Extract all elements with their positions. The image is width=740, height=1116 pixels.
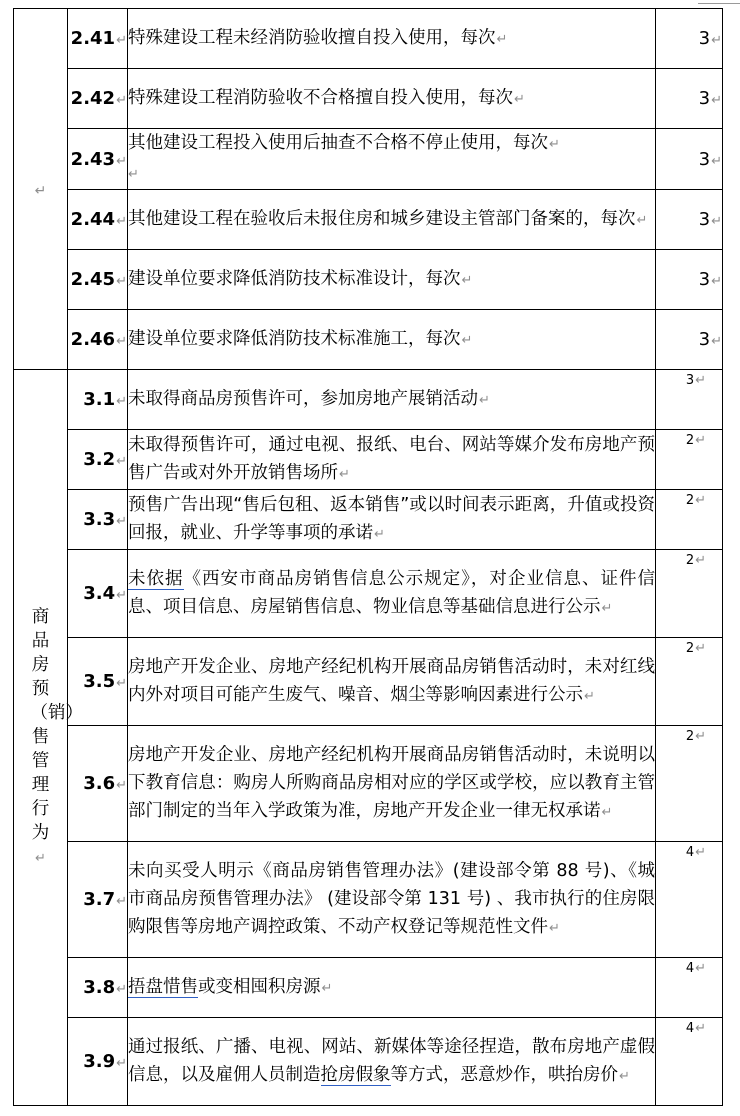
- item-score: 2↵: [656, 490, 723, 550]
- table-row: [14, 129, 723, 190]
- paragraph-mark-icon: ↵: [116, 454, 127, 469]
- table-row: [14, 726, 723, 842]
- paragraph-mark-icon: ↵: [695, 493, 706, 508]
- paragraph-mark-icon: ↵: [695, 553, 706, 568]
- paragraph-mark-icon: ↵: [479, 392, 490, 408]
- item-score: 3↵: [656, 310, 723, 370]
- paragraph-mark-icon: ↵: [339, 466, 350, 482]
- paragraph-mark-icon: ↵: [496, 31, 508, 47]
- paragraph-mark-icon: ↵: [116, 676, 127, 691]
- paragraph-mark-icon: ↵: [116, 334, 127, 349]
- paragraph-mark-icon: ↵: [695, 729, 706, 744]
- paragraph-mark-icon: ↵: [601, 804, 613, 820]
- paragraph-mark-icon: ↵: [116, 153, 127, 169]
- paragraph-mark-icon: ↵: [116, 588, 127, 603]
- item-description: 房地产开发企业、房地产经纪机构开展商品房销售活动时，未对红线内外对项目可能产生废气、噪音、烟尘等影响因素进行公示↵: [128, 638, 656, 726]
- table-row: [14, 370, 723, 430]
- penalty-table: [13, 8, 723, 1106]
- item-description: 其他建设工程在验收后未报住房和城乡建设主管部门备案的，每次↵: [128, 190, 656, 250]
- item-number: 3.2↵: [68, 430, 128, 490]
- table-row: [14, 958, 723, 1018]
- paragraph-mark-icon: ↵: [116, 778, 127, 793]
- item-description: 未取得商品房预售许可，参加房地产展销活动↵: [128, 370, 656, 430]
- item-description: 未取得预售许可，通过电视、报纸、电台、网站等媒介发布房地产预售广告或对外开放销售场所↵: [128, 430, 656, 490]
- item-description: 建设单位要求降低消防技术标准施工，每次↵: [128, 310, 656, 370]
- table-row: [14, 490, 723, 550]
- paragraph-mark-icon: ↵: [601, 600, 613, 616]
- paragraph-mark-icon: ↵: [695, 1021, 706, 1036]
- paragraph-mark-icon: ↵: [461, 332, 473, 348]
- table-row: [14, 9, 723, 69]
- item-score: 4↵: [656, 958, 723, 1018]
- item-number: 2.44↵: [68, 190, 128, 250]
- item-number: 2.43↵: [68, 129, 128, 190]
- item-number: 3.3↵: [68, 490, 128, 550]
- paragraph-mark-icon: ↵: [116, 93, 127, 108]
- item-score: 2↵: [656, 726, 723, 842]
- paragraph-mark-icon: ↵: [549, 920, 560, 936]
- paragraph-mark-icon: ↵: [711, 153, 722, 169]
- item-score: 3↵: [656, 370, 723, 430]
- table-row: [14, 69, 723, 129]
- item-score: 3↵: [656, 190, 723, 250]
- paragraph-mark-icon: ↵: [35, 850, 46, 866]
- paragraph-mark-icon: ↵: [711, 274, 722, 289]
- table-row: [14, 310, 723, 370]
- paragraph-mark-icon: ↵: [711, 33, 722, 48]
- paragraph-mark-icon: ↵: [116, 514, 127, 529]
- table-row: [14, 638, 723, 726]
- paragraph-mark-icon: ↵: [711, 214, 722, 229]
- item-description: 特殊建设工程未经消防验收擅自投入使用，每次↵: [128, 9, 656, 69]
- table-row: [14, 550, 723, 638]
- paragraph-mark-icon: ↵: [695, 433, 706, 448]
- item-number: 3.7↵: [68, 842, 128, 958]
- item-score: 4↵: [656, 842, 723, 958]
- item-score: 3↵: [656, 69, 723, 129]
- item-description: 特殊建设工程消防验收不合格擅自投入使用，每次↵: [128, 69, 656, 129]
- paragraph-mark-icon: ↵: [34, 182, 47, 199]
- paragraph-mark-icon: ↵: [116, 894, 127, 909]
- item-number: 3.4↵: [68, 550, 128, 638]
- paragraph-mark-icon: ↵: [695, 373, 706, 388]
- item-number: 2.46↵: [68, 310, 128, 370]
- item-score: 4↵: [656, 1018, 723, 1106]
- paragraph-mark-icon: ↵: [695, 961, 706, 976]
- paragraph-mark-icon: ↵: [374, 526, 385, 542]
- table-row: [14, 842, 723, 958]
- paragraph-mark-icon: ↵: [711, 93, 722, 108]
- table-row: [14, 430, 723, 490]
- item-description: 房地产开发企业、房地产经纪机构开展商品房销售活动时，未说明以下教育信息：购房人所购商品房相对应的学区或学校，应以教育主管部门制定的当年入学政策为准，房地产开发企业一律无权承诺↵: [128, 726, 656, 842]
- paragraph-mark-icon: ↵: [549, 137, 560, 152]
- paragraph-mark-icon: ↵: [636, 212, 648, 228]
- item-number: 2.41↵: [68, 9, 128, 69]
- paragraph-mark-icon: ↵: [116, 982, 127, 997]
- paragraph-mark-icon: ↵: [116, 274, 127, 289]
- item-description: 捂盘惜售或变相囤积房源↵: [128, 958, 656, 1018]
- item-description: 其他建设工程投入使用后抽查不合格不停止使用，每次↵ ↵: [128, 129, 656, 190]
- paragraph-mark-icon: ↵: [128, 167, 139, 182]
- paragraph-mark-icon: ↵: [116, 394, 127, 409]
- item-description: 通过报纸、广播、电视、网站、新媒体等途径捏造，散布房地产虚假信息，以及雇佣人员制造抢房假象等方式，恶意炒作，哄抬房价↵: [128, 1018, 656, 1106]
- item-score: 3↵: [656, 250, 723, 310]
- item-number: 3.6↵: [68, 726, 128, 842]
- category-cell-empty: [14, 9, 68, 370]
- category-label: 商品房预（销）售管理行为↵: [30, 606, 83, 866]
- item-number: 3.5↵: [68, 638, 128, 726]
- paragraph-mark-icon: ↵: [711, 334, 722, 349]
- paragraph-mark-icon: ↵: [116, 214, 127, 229]
- category-cell: [14, 370, 83, 1106]
- paragraph-mark-icon: ↵: [116, 33, 127, 48]
- item-number: 3.9↵: [68, 1018, 128, 1106]
- item-score: 2↵: [656, 638, 723, 726]
- table-row: [14, 250, 723, 310]
- item-number: 2.42↵: [68, 69, 128, 129]
- page-top-line: [698, 3, 740, 4]
- paragraph-mark-icon: ↵: [461, 272, 473, 288]
- item-score: 2↵: [656, 550, 723, 638]
- item-score: 3↵: [656, 129, 723, 190]
- paragraph-mark-icon: ↵: [619, 1068, 630, 1084]
- item-description: 建设单位要求降低消防技术标准设计，每次↵: [128, 250, 656, 310]
- table-row: [14, 1018, 723, 1106]
- item-score: 2↵: [656, 430, 723, 490]
- item-description: 未向买受人明示《商品房销售管理办法》(建设部令第 88 号)、《城市商品房预售管理办法》 (建设部令第 131 号) 、我市执行的住房限购限售等房地产调控政策、不动产权登记等规范性文件↵: [128, 842, 656, 958]
- paragraph-mark-icon: ↵: [321, 980, 333, 996]
- item-score: 3↵: [656, 9, 723, 69]
- item-description: 预售广告出现“售后包租、返本销售”或以时间表示距离，升值或投资回报，就业、升学等事项的承诺↵: [128, 490, 656, 550]
- item-number: 3.8↵: [68, 958, 128, 1018]
- paragraph-mark-icon: ↵: [695, 641, 706, 656]
- item-description: 未依据《西安市商品房销售信息公示规定》，对企业信息、证件信息、项目信息、房屋销售信息、物业信息等基础信息进行公示↵: [128, 550, 656, 638]
- paragraph-mark-icon: ↵: [584, 688, 595, 704]
- paragraph-mark-icon: ↵: [695, 845, 706, 860]
- paragraph-mark-icon: ↵: [116, 1056, 127, 1071]
- item-number: 2.45↵: [68, 250, 128, 310]
- item-number: 3.1↵: [68, 370, 128, 430]
- table-row: [14, 190, 723, 250]
- paragraph-mark-icon: ↵: [514, 91, 525, 107]
